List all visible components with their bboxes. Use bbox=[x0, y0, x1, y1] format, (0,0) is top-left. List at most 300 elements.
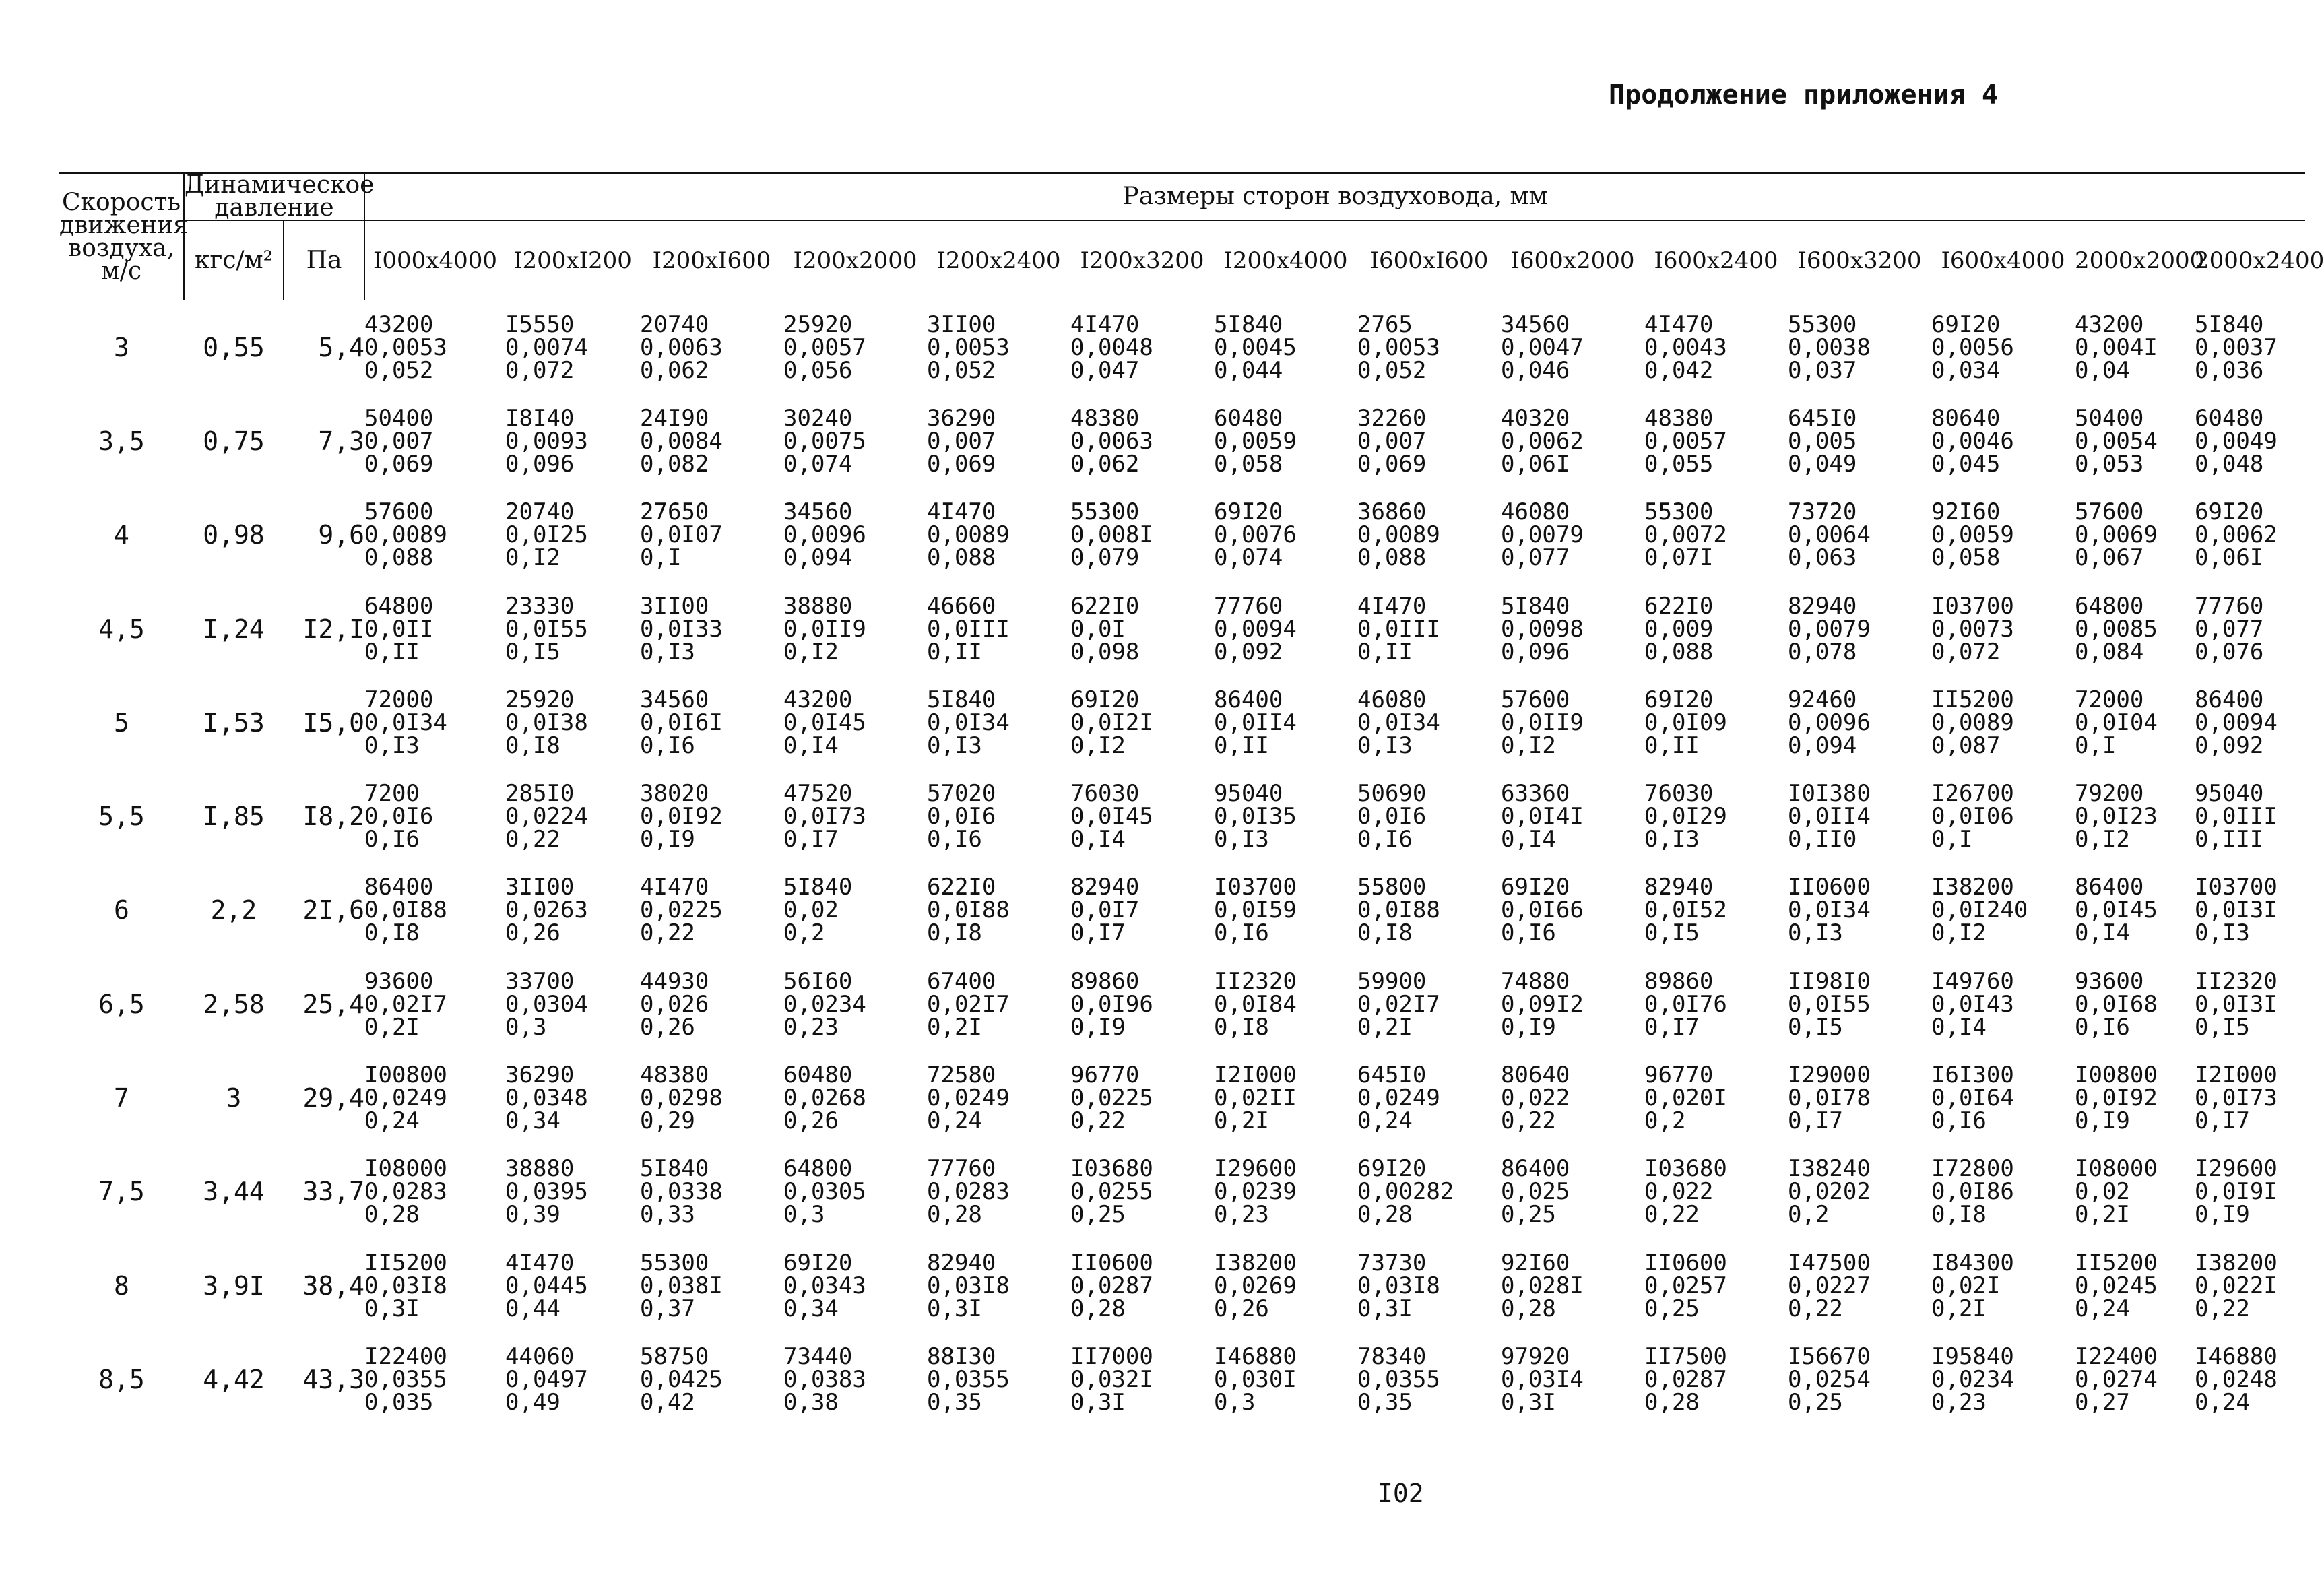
cell-line: 60480 bbox=[2195, 404, 2264, 432]
table-cell bbox=[1931, 582, 2075, 676]
cell-line: 55300 bbox=[1644, 498, 1714, 526]
cell-line: 60480 bbox=[783, 1062, 853, 1089]
cell-line: 0,087 bbox=[1931, 732, 2001, 759]
cell-line: 48380 bbox=[1644, 404, 1714, 432]
cell-line: 0,I6 bbox=[1357, 826, 1413, 853]
cell-line: 0,0355 bbox=[927, 1365, 1010, 1393]
cell-line: 0,0047 bbox=[1501, 333, 1584, 361]
cell-line: 69I20 bbox=[1214, 498, 1283, 526]
cell-line: 20740 bbox=[640, 311, 709, 338]
cell-line: 89860 bbox=[1644, 967, 1714, 995]
cell-line: 73730 bbox=[1357, 1249, 1427, 1276]
cell-line: 93600 bbox=[2075, 967, 2144, 995]
table-row bbox=[59, 864, 2305, 957]
cell-line: 34560 bbox=[1501, 311, 1570, 338]
speed-value: 4 bbox=[114, 520, 129, 550]
table-cell bbox=[2195, 1332, 2305, 1426]
speed-value: 7 bbox=[114, 1083, 129, 1113]
table-cell bbox=[640, 1332, 783, 1426]
table-cell bbox=[505, 1239, 640, 1332]
cell-line: 0,2 bbox=[1788, 1201, 1830, 1229]
table-cell bbox=[2195, 769, 2305, 863]
cell-line: 0,053 bbox=[2075, 450, 2144, 478]
pressure-pa-value: 9,6 bbox=[318, 520, 364, 550]
cell-line: 0,03I8 bbox=[1357, 1272, 1440, 1299]
cell-line: 0,082 bbox=[640, 450, 709, 478]
cell-line: 0,025 bbox=[1501, 1178, 1570, 1206]
cell-line: 0,052 bbox=[927, 356, 996, 384]
cell-line: 43200 bbox=[783, 686, 853, 713]
cell-line: 25920 bbox=[783, 311, 853, 338]
cell-line: 86400 bbox=[364, 874, 434, 901]
cell-line: 0,0079 bbox=[1501, 521, 1584, 549]
cell-line: 0,I9 bbox=[1501, 1013, 1556, 1041]
cell-line: 0,0I43 bbox=[1931, 990, 2014, 1018]
table-cell bbox=[505, 300, 640, 394]
cell-line: 0,092 bbox=[1214, 638, 1283, 665]
table-cell bbox=[1644, 1239, 1788, 1332]
cell-line: 0,I5 bbox=[2195, 1013, 2250, 1041]
table-cell bbox=[2075, 582, 2195, 676]
table-cell bbox=[505, 394, 640, 488]
table-cell bbox=[1644, 300, 1788, 394]
table-cell bbox=[1070, 300, 1214, 394]
cell-line: 0,074 bbox=[1214, 544, 1283, 572]
header-speed: Скорость движения воздуха, м/с bbox=[59, 173, 184, 301]
table-cell bbox=[2075, 394, 2195, 488]
speed-value: 6 bbox=[114, 895, 129, 926]
cell-line: 95040 bbox=[1214, 780, 1283, 808]
cell-line: 0,0093 bbox=[505, 427, 588, 455]
cell-line: I49760 bbox=[1931, 967, 2014, 995]
header-unit-pa: Па bbox=[284, 220, 364, 300]
cell-line: 0,0269 bbox=[1214, 1272, 1297, 1299]
table-cell bbox=[1357, 1332, 1501, 1426]
size-column-header: I200x4000 bbox=[1223, 247, 1348, 274]
table-cell bbox=[783, 488, 927, 582]
cell-line: 0,28 bbox=[1070, 1295, 1126, 1322]
table-cell bbox=[1357, 394, 1501, 488]
cell-line: 0,042 bbox=[1644, 356, 1714, 384]
cell-line: 82940 bbox=[927, 1249, 996, 1276]
table-cell bbox=[1214, 676, 1357, 769]
cell-line: 0,072 bbox=[505, 356, 575, 384]
table-cell bbox=[2195, 300, 2305, 394]
cell-line: 0,0073 bbox=[1931, 615, 2014, 643]
cell-line: 0,0227 bbox=[1788, 1272, 1871, 1299]
cell-line: 69I20 bbox=[2195, 498, 2264, 526]
table-cell bbox=[2195, 864, 2305, 957]
table-row bbox=[59, 1051, 2305, 1144]
cell-line: 0,0089 bbox=[1931, 709, 2014, 736]
table-cell bbox=[1644, 769, 1788, 863]
cell-line: 0,062 bbox=[1070, 450, 1140, 478]
cell-line: 92460 bbox=[1788, 686, 1857, 713]
table-cell bbox=[364, 1051, 505, 1144]
cell-line: 0,0249 bbox=[364, 1084, 447, 1112]
cell-line: 0,049 bbox=[1788, 450, 1857, 478]
cell-line: 0,069 bbox=[364, 450, 434, 478]
table-cell bbox=[1644, 676, 1788, 769]
cell-line: 0,3I bbox=[1357, 1295, 1413, 1322]
cell-line: 0,0224 bbox=[505, 803, 588, 831]
cell-line: 0,084 bbox=[2075, 638, 2144, 665]
cell-line: 0,0I68 bbox=[2075, 990, 2158, 1018]
table-cell bbox=[927, 582, 1070, 676]
cell-line: 645I0 bbox=[1357, 1062, 1427, 1089]
cell-line: 40320 bbox=[1501, 404, 1570, 432]
cell-line: 0,0395 bbox=[505, 1178, 588, 1206]
speed-value: 3 bbox=[114, 332, 129, 362]
cell-line: 86400 bbox=[2195, 686, 2264, 713]
cell-line: 0,I2 bbox=[1070, 732, 1126, 759]
cell-line: 48380 bbox=[1070, 404, 1140, 432]
cell-line: 0,0038 bbox=[1788, 333, 1871, 361]
cell-line: I38240 bbox=[1788, 1155, 1871, 1183]
cell-line: 0,28 bbox=[364, 1201, 420, 1229]
table-cell bbox=[783, 1332, 927, 1426]
table-cell bbox=[1214, 1145, 1357, 1239]
cell-line: 0,022 bbox=[1644, 1178, 1714, 1206]
table-cell bbox=[783, 394, 927, 488]
table-cell bbox=[364, 1145, 505, 1239]
cell-line: 0,077 bbox=[2195, 615, 2264, 643]
cell-line: 55300 bbox=[1070, 498, 1140, 526]
cell-line: I38200 bbox=[1214, 1249, 1297, 1276]
cell-line: 0,25 bbox=[1644, 1295, 1700, 1322]
cell-line: 0,23 bbox=[783, 1013, 839, 1041]
cell-line: 0,0059 bbox=[1214, 427, 1297, 455]
cell-line: 79200 bbox=[2075, 780, 2144, 808]
cell-line: 0,088 bbox=[1644, 638, 1714, 665]
cell-line: I29600 bbox=[2195, 1155, 2278, 1183]
cell-line: 0,0074 bbox=[505, 333, 588, 361]
cell-line: 0,0043 bbox=[1644, 333, 1727, 361]
pressure-pa-value: 25,4 bbox=[302, 989, 364, 1019]
cell-line: 0,0225 bbox=[640, 897, 723, 924]
cell-line: 96770 bbox=[1644, 1062, 1714, 1089]
cell-line: 3II00 bbox=[927, 311, 996, 338]
cell-line: 2765 bbox=[1357, 311, 1413, 338]
cell-line: 0,0I55 bbox=[1788, 990, 1871, 1018]
table-cell bbox=[640, 300, 783, 394]
cell-line: 0,0089 bbox=[1357, 521, 1440, 549]
cell-line: 0,0089 bbox=[927, 521, 1010, 549]
pressure-kgf-value: 0,98 bbox=[203, 520, 265, 550]
table-cell bbox=[2075, 957, 2195, 1051]
cell-line: 0,047 bbox=[1070, 356, 1140, 384]
table-cell bbox=[2075, 1145, 2195, 1239]
cell-line: 0,23 bbox=[1931, 1388, 1987, 1416]
cell-line: 0,I3 bbox=[1788, 919, 1843, 947]
cell-line: 0,035 bbox=[364, 1388, 434, 1416]
cell-line: 58750 bbox=[640, 1342, 709, 1370]
cell-line: 0,I5 bbox=[505, 638, 560, 665]
size-column-header: I200xI200 bbox=[513, 247, 632, 274]
cell-line: 0,I6 bbox=[2075, 1013, 2130, 1041]
table-cell bbox=[783, 1051, 927, 1144]
cell-line: 0,0I45 bbox=[1070, 803, 1153, 831]
cell-line: 3II00 bbox=[505, 874, 575, 901]
cell-line: 0,0I29 bbox=[1644, 803, 1727, 831]
cell-line: 0,077 bbox=[1501, 544, 1570, 572]
cell-line: 0,24 bbox=[1357, 1107, 1413, 1135]
cell-line: 0,0II4 bbox=[1214, 709, 1297, 736]
cell-line: 0,26 bbox=[505, 919, 560, 947]
cell-line: 46660 bbox=[927, 592, 996, 620]
speed-value: 5 bbox=[114, 707, 129, 738]
table-cell bbox=[1501, 488, 1644, 582]
cell-line: 0,I6 bbox=[1214, 919, 1269, 947]
speed-value: 3,5 bbox=[98, 426, 145, 456]
pressure-kgf-value: I,85 bbox=[203, 802, 265, 832]
cell-line: 0,I9 bbox=[2075, 1107, 2130, 1135]
table-cell bbox=[364, 957, 505, 1051]
cell-line: 0,0063 bbox=[640, 333, 723, 361]
cell-line: 0,0I96 bbox=[1070, 990, 1153, 1018]
cell-line: 0,I6 bbox=[1931, 1107, 1987, 1135]
table-cell bbox=[1931, 1332, 2075, 1426]
cell-line: 0,058 bbox=[1931, 544, 2001, 572]
cell-line: 74880 bbox=[1501, 967, 1570, 995]
size-column-header: I000x4000 bbox=[373, 247, 498, 274]
table-cell bbox=[505, 1051, 640, 1144]
cell-line: I56670 bbox=[1788, 1342, 1871, 1370]
cell-line: 0,0I6 bbox=[927, 803, 996, 831]
table-cell bbox=[2075, 676, 2195, 769]
cell-line: 0,I8 bbox=[505, 732, 560, 759]
cell-line: 0,23 bbox=[1214, 1201, 1269, 1229]
cell-line: 0,I bbox=[2075, 732, 2117, 759]
cell-line: 86400 bbox=[1214, 686, 1283, 713]
cell-line: 0,0I88 bbox=[1357, 897, 1440, 924]
cell-line: II7500 bbox=[1644, 1342, 1727, 1370]
cell-line: 0,24 bbox=[364, 1107, 420, 1135]
cell-line: 0,I3 bbox=[1644, 826, 1700, 853]
cell-line: 0,26 bbox=[640, 1013, 695, 1041]
cell-line: 0,0I52 bbox=[1644, 897, 1727, 924]
cell-line: 0,35 bbox=[1357, 1388, 1413, 1416]
cell-line: I08000 bbox=[2075, 1155, 2158, 1183]
cell-line: 0,24 bbox=[927, 1107, 982, 1135]
pressure-kgf-value: 2,58 bbox=[203, 989, 265, 1019]
cell-line: 0,074 bbox=[783, 450, 853, 478]
cell-line: I38200 bbox=[2195, 1249, 2278, 1276]
size-column-header: I200x2400 bbox=[936, 247, 1061, 274]
table-cell bbox=[640, 1051, 783, 1144]
table-cell bbox=[1070, 1332, 1214, 1426]
cell-line: 0,0287 bbox=[1644, 1365, 1727, 1393]
cell-line: 0,38 bbox=[783, 1388, 839, 1416]
pressure-pa-value: 43,3 bbox=[302, 1364, 364, 1394]
cell-line: 0,2 bbox=[783, 919, 825, 947]
cell-line: 0,0I84 bbox=[1214, 990, 1297, 1018]
table-cell bbox=[2075, 300, 2195, 394]
cell-line: 0,034 bbox=[1931, 356, 2001, 384]
page-number: I02 bbox=[1378, 1479, 1424, 1508]
table-cell bbox=[2075, 864, 2195, 957]
cell-line: 0,0053 bbox=[364, 333, 447, 361]
cell-line: 0,28 bbox=[1357, 1201, 1413, 1229]
cell-line: 0,0III bbox=[1357, 615, 1440, 643]
cell-line: 69I20 bbox=[783, 1249, 853, 1276]
cell-line: 0,022I bbox=[2195, 1272, 2278, 1299]
table-cell bbox=[1501, 394, 1644, 488]
size-column-header: I600x4000 bbox=[1941, 247, 2065, 274]
cell-line: 30240 bbox=[783, 404, 853, 432]
table-cell bbox=[1214, 300, 1357, 394]
cell-line: 0,42 bbox=[640, 1388, 695, 1416]
cell-line: 57020 bbox=[927, 780, 996, 808]
table-row bbox=[59, 394, 2305, 488]
cell-line: 0,3 bbox=[1214, 1388, 1256, 1416]
cell-line: 0,I7 bbox=[1788, 1107, 1843, 1135]
cell-line: II0600 bbox=[1644, 1249, 1727, 1276]
table-cell bbox=[1070, 582, 1214, 676]
table-cell bbox=[2195, 1239, 2305, 1332]
table-row bbox=[59, 300, 2305, 394]
table-cell bbox=[1357, 582, 1501, 676]
cell-line: 34560 bbox=[783, 498, 853, 526]
cell-line: 3II00 bbox=[640, 592, 709, 620]
cell-line: 0,24 bbox=[2075, 1295, 2130, 1322]
cell-line: 0,0I04 bbox=[2075, 709, 2158, 736]
table-cell bbox=[505, 488, 640, 582]
size-column-header: I200x3200 bbox=[1080, 247, 1204, 274]
cell-line: 80640 bbox=[1501, 1062, 1570, 1089]
cell-line: 0,0I6I bbox=[640, 709, 723, 736]
table-cell bbox=[364, 582, 505, 676]
cell-line: 43200 bbox=[2075, 311, 2144, 338]
cell-line: 0,I3 bbox=[640, 638, 695, 665]
cell-line: 0,I3 bbox=[2195, 919, 2250, 947]
cell-line: 0,045 bbox=[1931, 450, 2001, 478]
cell-line: 55300 bbox=[640, 1249, 709, 1276]
cell-line: 0,0II9 bbox=[783, 615, 866, 643]
table-cell bbox=[1501, 957, 1644, 1051]
table-cell bbox=[1788, 1332, 1931, 1426]
cell-line: 63360 bbox=[1501, 780, 1570, 808]
cell-line: I72800 bbox=[1931, 1155, 2014, 1183]
cell-line: 0,3 bbox=[505, 1013, 547, 1041]
cell-line: 0,26 bbox=[1214, 1295, 1269, 1322]
cell-line: 0,3 bbox=[783, 1201, 825, 1229]
cell-line: 0,056 bbox=[783, 356, 853, 384]
cell-line: I84300 bbox=[1931, 1249, 2014, 1276]
cell-line: 0,007 bbox=[1357, 427, 1427, 455]
cell-line: 0,0I23 bbox=[2075, 803, 2158, 831]
cell-line: 0,I7 bbox=[783, 826, 839, 853]
cell-line: 0,I9 bbox=[640, 826, 695, 853]
cell-line: 0,078 bbox=[1788, 638, 1857, 665]
size-column-header: 2000x2000 bbox=[2075, 247, 2205, 274]
table-row bbox=[59, 676, 2305, 769]
cell-line: 0,0287 bbox=[1070, 1272, 1153, 1299]
table-cell bbox=[783, 676, 927, 769]
cell-line: 0,II bbox=[927, 638, 982, 665]
cell-line: I5550 bbox=[505, 311, 575, 338]
table-cell bbox=[2075, 769, 2195, 863]
cell-line: 0,26 bbox=[783, 1107, 839, 1135]
table-cell bbox=[1644, 582, 1788, 676]
cell-line: 78340 bbox=[1357, 1342, 1427, 1370]
cell-line: 0,026 bbox=[640, 990, 709, 1018]
table-cell bbox=[1931, 864, 2075, 957]
cell-line: I29000 bbox=[1788, 1062, 1871, 1089]
cell-line: 0,II bbox=[364, 638, 420, 665]
cell-line: 69I20 bbox=[1357, 1155, 1427, 1183]
pressure-pa-value: 5,4 bbox=[318, 332, 364, 362]
table-cell bbox=[1357, 300, 1501, 394]
cell-line: 0,22 bbox=[1070, 1107, 1126, 1135]
cell-line: 95040 bbox=[2195, 780, 2264, 808]
cell-line: 0,0063 bbox=[1070, 427, 1153, 455]
cell-line: 0,0283 bbox=[927, 1178, 1010, 1206]
cell-line: 0,I3 bbox=[927, 732, 982, 759]
cell-line: 0,I6 bbox=[364, 826, 420, 853]
cell-line: 0,0254 bbox=[1788, 1365, 1871, 1393]
table-row bbox=[59, 1239, 2305, 1332]
cell-line: 50400 bbox=[364, 404, 434, 432]
cell-line: 82940 bbox=[1644, 874, 1714, 901]
size-column-header: I600x3200 bbox=[1797, 247, 1922, 274]
cell-line: 0,0II bbox=[364, 615, 434, 643]
cell-line: 0,I5 bbox=[1644, 919, 1700, 947]
air-duct-table bbox=[59, 171, 2324, 1427]
cell-line: 0,0I92 bbox=[2075, 1084, 2158, 1112]
table-cell bbox=[505, 769, 640, 863]
cell-line: 0,I5 bbox=[1788, 1013, 1843, 1041]
size-column-header: I200xI600 bbox=[652, 247, 771, 274]
cell-line: 622I0 bbox=[1644, 592, 1714, 620]
cell-line: 43200 bbox=[364, 311, 434, 338]
cell-line: 0,0096 bbox=[783, 521, 866, 549]
cell-line: I03680 bbox=[1644, 1155, 1727, 1183]
cell-line: 0,072 bbox=[1931, 638, 2001, 665]
table-cell bbox=[640, 1239, 783, 1332]
cell-line: 0,37 bbox=[640, 1295, 695, 1322]
cell-line: 0,I8 bbox=[1931, 1201, 1987, 1229]
table-cell bbox=[505, 1145, 640, 1239]
table-cell bbox=[1788, 394, 1931, 488]
cell-line: 0,0I7 bbox=[1070, 897, 1140, 924]
table-cell bbox=[2075, 1332, 2195, 1426]
table-cell bbox=[2075, 1239, 2195, 1332]
table-cell bbox=[1644, 488, 1788, 582]
cell-line: 0,33 bbox=[640, 1201, 695, 1229]
cell-line: 622I0 bbox=[1070, 592, 1140, 620]
cell-line: 0,0I45 bbox=[783, 709, 866, 736]
table-cell bbox=[1501, 1332, 1644, 1426]
table-cell bbox=[1931, 1145, 2075, 1239]
cell-line: 0,0I07 bbox=[640, 521, 723, 549]
cell-line: 57600 bbox=[1501, 686, 1570, 713]
table-cell bbox=[1070, 488, 1214, 582]
cell-line: 0,020I bbox=[1644, 1084, 1727, 1112]
cell-line: 0,I7 bbox=[1644, 1013, 1700, 1041]
cell-line: 0,0054 bbox=[2075, 427, 2158, 455]
cell-line: 0,0I88 bbox=[364, 897, 447, 924]
cell-line: 77760 bbox=[2195, 592, 2264, 620]
cell-line: 0,046 bbox=[1501, 356, 1570, 384]
table-cell bbox=[505, 864, 640, 957]
table-cell bbox=[1501, 1145, 1644, 1239]
cell-line: I47500 bbox=[1788, 1249, 1871, 1276]
cell-line: 72000 bbox=[364, 686, 434, 713]
cell-line: I03680 bbox=[1070, 1155, 1153, 1183]
table-cell bbox=[1070, 1145, 1214, 1239]
cell-line: 44930 bbox=[640, 967, 709, 995]
